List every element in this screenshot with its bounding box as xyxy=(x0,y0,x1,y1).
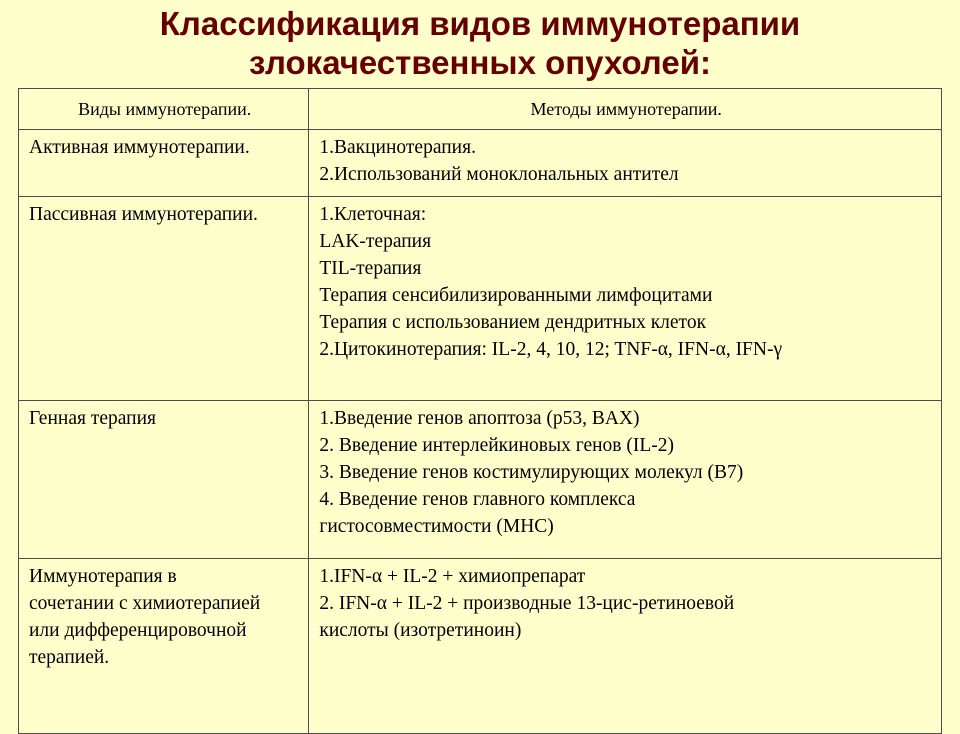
cell-methods-gene xyxy=(309,401,942,559)
cell-methods-active xyxy=(309,130,942,197)
method-line: 2.Цитокинотерапия: IL-2, 4, 10, 12; TNF-α, IFN-α, IFN-γ xyxy=(319,339,783,360)
cell-text-line: Пассивная иммунотерапии. xyxy=(29,204,258,225)
slide-title xyxy=(0,4,960,82)
method-line: 2. IFN-α + IL-2 + производные 13-цис-ретиноевой xyxy=(319,593,735,614)
table-row-active xyxy=(19,130,942,197)
method-line: 3. Введение генов костимулирующих молекул (B7) xyxy=(319,462,744,483)
method-line: Терапия сенсибилизированными лимфоцитами xyxy=(319,285,713,306)
cell-text-line: Генная терапия xyxy=(29,408,156,429)
cell-text-line: терапией. xyxy=(29,647,110,668)
table-row-combined xyxy=(19,559,942,734)
table-header-row xyxy=(19,89,942,130)
method-line: 1.IFN-α + IL-2 + химиопрепарат xyxy=(319,566,586,587)
method-line: 1.Вакцинотерапия. xyxy=(319,137,476,158)
cell-type-combined xyxy=(19,559,309,734)
column-header-methods: Методы иммунотерапии. xyxy=(309,89,942,130)
cell-text-line: или дифференцировочной xyxy=(29,620,247,641)
cell-type-passive xyxy=(19,197,309,401)
method-line: 1.Введение генов апоптоза (p53, BAX) xyxy=(319,408,640,429)
slide-title-line-1: Классификация видов иммунотерапии xyxy=(159,5,801,42)
method-line: 2.Использований моноклональных антител xyxy=(319,164,679,185)
method-line: LAK-терапия xyxy=(319,231,432,252)
table-row-gene xyxy=(19,401,942,559)
slide-title-line-2: злокачественных опухолей: xyxy=(249,44,711,81)
method-line: гистосовместимости (MHC) xyxy=(319,516,554,537)
method-line: 4. Введение генов главного комплекса xyxy=(319,489,636,510)
method-line: кислоты (изотретиноин) xyxy=(319,620,522,641)
cell-text-line: Активная иммунотерапии. xyxy=(29,137,250,158)
table-row-passive xyxy=(19,197,942,401)
method-line: 1.Клеточная: xyxy=(319,204,427,225)
cell-text-line: Иммунотерапия в xyxy=(29,566,177,587)
immunotherapy-classification-table xyxy=(18,88,942,734)
method-line: 2. Введение интерлейкиновых генов (IL-2) xyxy=(319,435,675,456)
method-line: TIL-терапия xyxy=(319,258,422,279)
cell-type-active xyxy=(19,130,309,197)
cell-methods-passive xyxy=(309,197,942,401)
cell-text-line: сочетании с химиотерапией xyxy=(29,593,261,614)
method-line: Терапия с использованием дендритных клеток xyxy=(319,312,707,333)
cell-type-gene xyxy=(19,401,309,559)
cell-methods-combined xyxy=(309,559,942,734)
column-header-types: Виды иммунотерапии. xyxy=(19,89,309,130)
